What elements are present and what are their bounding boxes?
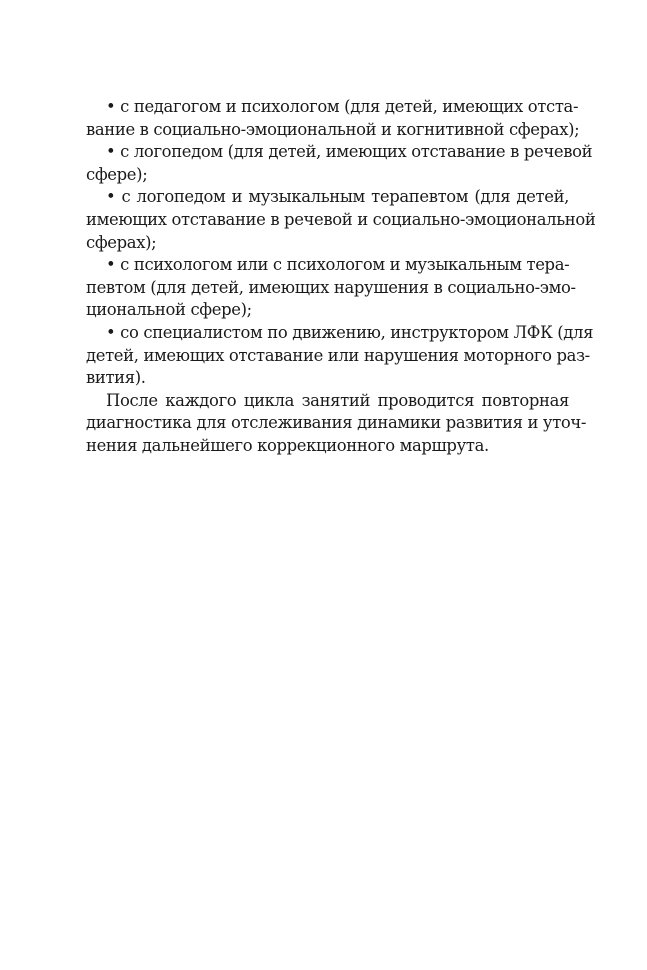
body-text [86, 96, 596, 458]
text-line-12: детей, имеющих отставание или нарушения моторного раз- [86, 345, 590, 365]
text-line-4: сфере); [86, 164, 148, 184]
text-line-7: сферах); [86, 232, 157, 252]
text-line-3: • с логопедом (для детей, имеющих отставание в речевой [106, 142, 593, 162]
text-line-11: • со специалистом по движению, инструктором ЛФК (для [106, 322, 594, 342]
text-line-6: имеющих отставание в речевой и социально-эмоциональной [86, 209, 596, 229]
text-line-1: • с педагогом и психологом (для детей, имеющих отста- [106, 97, 579, 116]
text-line-16: нения дальнейшего коррекционного маршрута. [86, 435, 489, 455]
text-line-10: циональной сфере); [86, 300, 252, 320]
text-line-8: • с психологом или с психологом и музыкальным тера- [106, 255, 570, 275]
text-line-15: диагностика для отслеживания динамики развития и уточ- [86, 413, 587, 433]
text-line-13: вития). [86, 368, 146, 388]
text-line-9: певтом (для детей, имеющих нарушения в социально-эмо- [86, 277, 576, 297]
text-line-5: • с логопедом и музыкальным терапевтом (для детей, [106, 187, 569, 207]
text-line-2: вание в социально-эмоциональной и когнитивной сферах); [86, 119, 580, 139]
text-line-14: После каждого цикла занятий проводится повторная [106, 390, 569, 410]
